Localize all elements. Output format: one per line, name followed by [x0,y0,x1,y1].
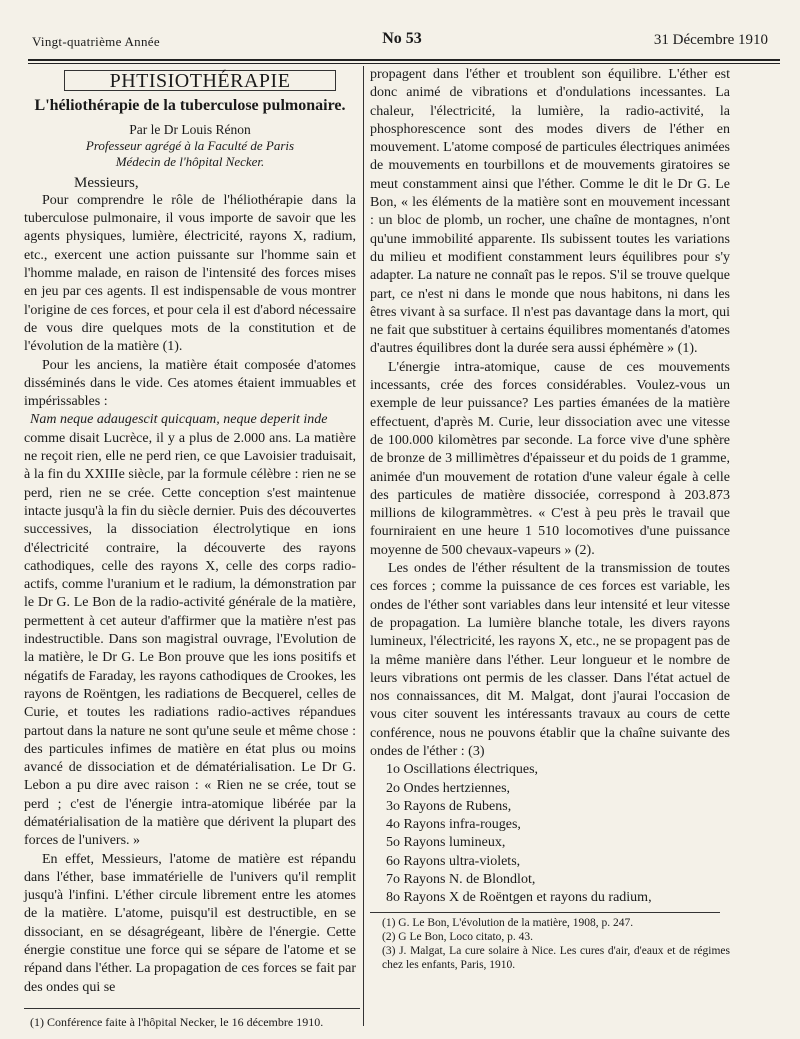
list-item: 7o Rayons N. de Blondlot, [386,872,536,888]
ether-waves-list [370,761,730,907]
body-paragraph: Pour les anciens, la matière était composée d'atomes disséminés dans le vide. Ces atomes étaient immuables et impérissables : [24,357,356,410]
list-item: 6o Rayons ultra-violets, [386,853,521,869]
footnote-rule-left [24,1008,360,1009]
list-item: 4o Rayons infra-rouges, [386,817,521,833]
left-column [24,66,356,997]
list-item: 3o Rayons de Rubens, [386,798,512,814]
footnotes-right [370,916,730,972]
header-rule-thin [28,63,780,64]
right-column [370,66,730,972]
body-paragraph: En effet, Messieurs, l'atome de matière est répandu dans l'éther, base immatérielle de l'univers qu'il remplit jusqu'à l'infini. L'éther circule librement entre les atomes de la matière. L'atome, puisqu'il est destructible, en se dissociant, en se désagrégeant, libère de l'énergie. Cette énergie constitue une force qui se sépare de l'atome et se répand dans l'éther. La propagation de ces forces se fait par des ondes qui se [24,851,356,995]
section-title: PHTISIOTHÉRAPIE [64,70,336,91]
footnote: (1) G. Le Bon, L'évolution de la matière, 1908, p. 247. [382,916,634,929]
article-title: L'héliothérapie de la tuberculose pulmonaire. [34,97,346,115]
body-paragraph: L'énergie intra-atomique, cause de ces mouvements incessants, crée des forces considérables. Voulez-vous un exemple de leur puissance? Les parties émanées de la matière effectuent, d'après M. Curie, leur dissociation avec une vitesse de 100.000 kilomètres par seconde. La force vive d'une sphère de bronze de 3 millimètres d'épaisseur et du poids de 1 gramme, animée d'un mouvement de rotation d'une valeur égale à celle des particules de matière dissociée, correspond à 203.873 millions de kilogrammètres. « C'est à peu près le travail que fourniraient en une heure 1 510 locomotives d'une puissance moyenne de 500 chevaux-vapeurs » (2). [370,359,730,558]
volume-label: Vingt-quatrième Année [32,34,160,49]
footnote: (2) G Le Bon, Loco citato, p. 43. [382,930,534,943]
list-item: 1o Oscillations électriques, [386,762,539,778]
greeting: Messieurs, [74,174,139,191]
footnote-left: (1) Conférence faite à l'hôpital Necker, le 16 décembre 1910. [30,1015,324,1029]
body-paragraph: comme disait Lucrèce, il y a plus de 2.000 ans. La matière ne reçoit rien, elle ne perd rien, ce que Lavoisier traduisait, à la fin du XXIIIe siècle, par la formule célèbre : rien ne se perd, rien ne se crée. Cette conception s'est maintenue intacte jusqu'à la fin du siècle dernier. Puis des découvertes successives, la dissociation électrolytique en ions d'électricité contraire, la découverte des rayons cathodiques, celle des rayons X, celle des corps radio-actifs, comme l'uranium et le radium, la démonstration par le Dr G. Le Bon de la radio-activité générale de la matière, permettent à cet auteur d'affirmer que la matière n'est pas indestructible. Dans son magistral ouvrage, l'Evolution de la matière, le Dr G. Le Bon prouve que les ions positifs et négatifs de Faraday, les rayons cathodiques de Crookes, les rayons de Roëntgen, les radiations de Becquerel, celles de Curie, et toutes les radiations radio-actives répandues partout dans la nature ne sont qu'une seule et même chose : des particules infimes de matière en état plus ou moins avancé de dissociation et de dématérialisation. Le Dr G. Lebon a pu dire avec raison : « Rien ne se crée, tout se perd ; c'est de l'énergie intra-atomique libérée par la dématérialisation de la matière que dérivent la plupart des forces de l'univers. » [24,430,356,849]
list-item: 5o Rayons lumineux, [386,835,506,851]
affiliation-line-2: Médecin de l'hôpital Necker. [115,153,265,169]
body-paragraph: Les ondes de l'éther résultent de la transmission de toutes ces forces ; comme la puissance de ces forces est variable, les ondes de l'éther sont variables dans leur intensité et leur vitesse de propagation. La lumière blanche totale, les divers rayons lumineux, l'électricité, les rayons X, etc., ne se propagent pas de la même manière dans l'éther. Leur longueur et le nombre de leurs vibrations ont permis de les classer. Dans l'état actuel de nos connaissances, dit M. Malgat, dont j'aurai l'occasion de vous citer souvent les intéressants travaux au cours de cette conférence, nous ne pouvons établir que la chaîne suivante des ondes de l'éther : (3) [370,561,730,759]
byline: Par le Dr Louis Rénon [129,121,251,137]
column-divider [363,66,364,1026]
body-paragraph: propagent dans l'éther et troublent son équilibre. L'éther est donc animé de vibrations et d'ondulations incessantes. La chaleur, l'électricité, la lumière, la radio-activité, la phosphorescence sont des modes divers de l'éther en mouvement. L'atome composé de particules électriques animées de mouvements en tourbillons et de mouvements giratoires se meut constamment ainsi que l'éther. Comme le dit le Dr G. Le Bon, « les éléments de la matière sont en mouvement incessant : un bloc de plomb, un rocher, une chaîne de montagnes, n'ont qu'une immobilité apparente. Ils subissent toutes les variations du milieu et modifient constamment leurs équilibres pour s'y adapter. La nature ne connaît pas le repos. S'il se trouve quelque part, ce n'est ni dans le monde que nous habitons, ni dans les êtres vivant à sa surface. Il n'est pas davantage dans la mort, qui ne fait que substituer à certains équilibres momentanés d'atomes d'autres équilibres dont la durée sera aussi éphémère » (1). [370,67,730,357]
footnote: (3) J. Malgat, La cure solaire à Nice. Les cures d'air, d'eaux et de régimes chez les enfants, Paris, 1910. [382,944,730,971]
footnote-rule-right [370,912,720,913]
body-paragraph: Pour comprendre le rôle de l'héliothérapie dans la tuberculose pulmonaire, il vous importe de savoir que les agents physiques, lumière, électricité, rayons X, radium, etc., exercent une action puissante sur l'homme sain et l'homme malade, en raison de l'intensité des forces mises en jeu par ces agents. Il est indispensable de vous montrer l'origine de ces forces, et pour cela il est d'abord nécessaire de vous dire quelques mots de la constitution et de l'évolution de la matière (1). [24,192,356,355]
header-rule-thick [28,59,780,61]
running-header [32,30,772,54]
affiliation-line-1: Professeur agrégé à la Faculté de Paris [85,137,295,153]
latin-quote: Nam neque adaugescit quicquam, neque deperit inde [30,412,328,428]
issue-date: 31 Décembre 1910 [653,32,768,48]
issue-number: No 53 [382,30,422,47]
list-item: 2o Ondes hertziennes, [386,780,511,796]
list-item: 8o Rayons X de Roëntgen et rayons du radium, [386,890,652,906]
